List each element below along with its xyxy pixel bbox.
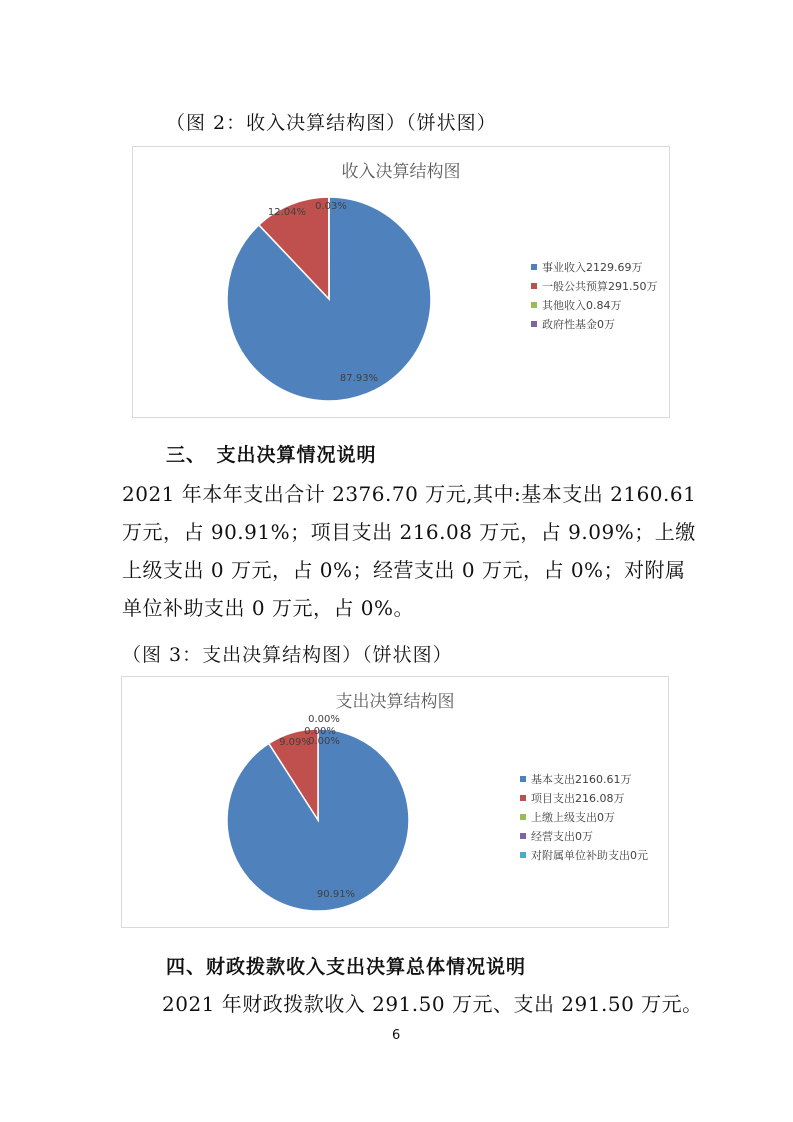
paragraph-line: 上级支出 0 万元，占 0%；经营支出 0 万元，占 0%；对附属	[122, 558, 686, 582]
legend-swatch	[520, 852, 526, 858]
legend-item	[531, 295, 658, 314]
legend-label: 经营支出0万	[531, 829, 593, 843]
legend-item	[520, 807, 648, 826]
figure-2-caption: （图 2：收入决算结构图）（饼状图）	[166, 112, 497, 134]
legend-swatch	[520, 795, 526, 801]
legend-item	[531, 276, 658, 295]
paragraph-line: 万元，占 90.91%；项目支出 216.08 万元，占 9.09%；上缴	[122, 520, 696, 544]
section-3-paragraph	[122, 475, 697, 627]
pie-data-label: 87.93%	[339, 373, 379, 384]
paragraph-line: 单位补助支出 0 万元，占 0%。	[122, 596, 415, 620]
legend-label: 政府性基金0万	[542, 317, 615, 331]
legend-swatch	[520, 776, 526, 782]
legend-swatch	[531, 321, 537, 327]
paragraph-line: 2021 年本年支出合计 2376.70 万元,其中:基本支出 2160.61	[122, 482, 697, 506]
expenditure-legend	[520, 769, 648, 864]
legend-label: 项目支出216.08万	[531, 791, 625, 805]
pie-data-label: 0.00%	[308, 736, 340, 747]
pie-data-label: 0.00%	[304, 726, 336, 737]
legend-label: 对附属单位补助支出0元	[531, 848, 648, 862]
expenditure-chart-title: 支出决算结构图	[335, 692, 455, 712]
pie-data-label: 0.03%	[315, 201, 347, 212]
legend-item	[520, 845, 648, 864]
income-chart	[132, 146, 670, 418]
pie-data-label: 9.09%	[279, 737, 311, 748]
income-chart-title: 收入决算结构图	[341, 162, 461, 182]
legend-item	[531, 314, 658, 333]
pie-data-label: 0.00%	[308, 714, 340, 725]
legend-label: 其他收入0.84万	[542, 298, 622, 312]
legend-label: 基本支出2160.61万	[531, 772, 632, 786]
legend-swatch	[531, 302, 537, 308]
legend-item	[520, 788, 648, 807]
section-4-paragraph: 2021 年财政拨款收入 291.50 万元、支出 291.50 万元。	[162, 992, 703, 1016]
legend-item	[520, 769, 648, 788]
income-legend	[531, 257, 658, 333]
legend-swatch	[520, 814, 526, 820]
section-3-heading: 三、 支出决算情况说明	[166, 444, 377, 466]
expenditure-chart	[121, 676, 669, 928]
legend-label: 上缴上级支出0万	[531, 810, 615, 824]
pie-data-label: 12.04%	[267, 207, 307, 218]
legend-label: 事业收入2129.69万	[542, 260, 643, 274]
legend-swatch	[531, 264, 537, 270]
legend-label: 一般公共预算291.50万	[542, 279, 658, 293]
pie-data-label: 90.91%	[316, 889, 356, 900]
legend-swatch	[531, 283, 537, 289]
legend-item	[531, 257, 658, 276]
section-4-heading: 四、财政拨款收入支出决算总体情况说明	[166, 956, 527, 978]
figure-3-caption: （图 3：支出决算结构图）（饼状图）	[122, 644, 453, 666]
legend-item	[520, 826, 648, 845]
page-number: 6	[392, 1028, 401, 1043]
legend-swatch	[520, 833, 526, 839]
